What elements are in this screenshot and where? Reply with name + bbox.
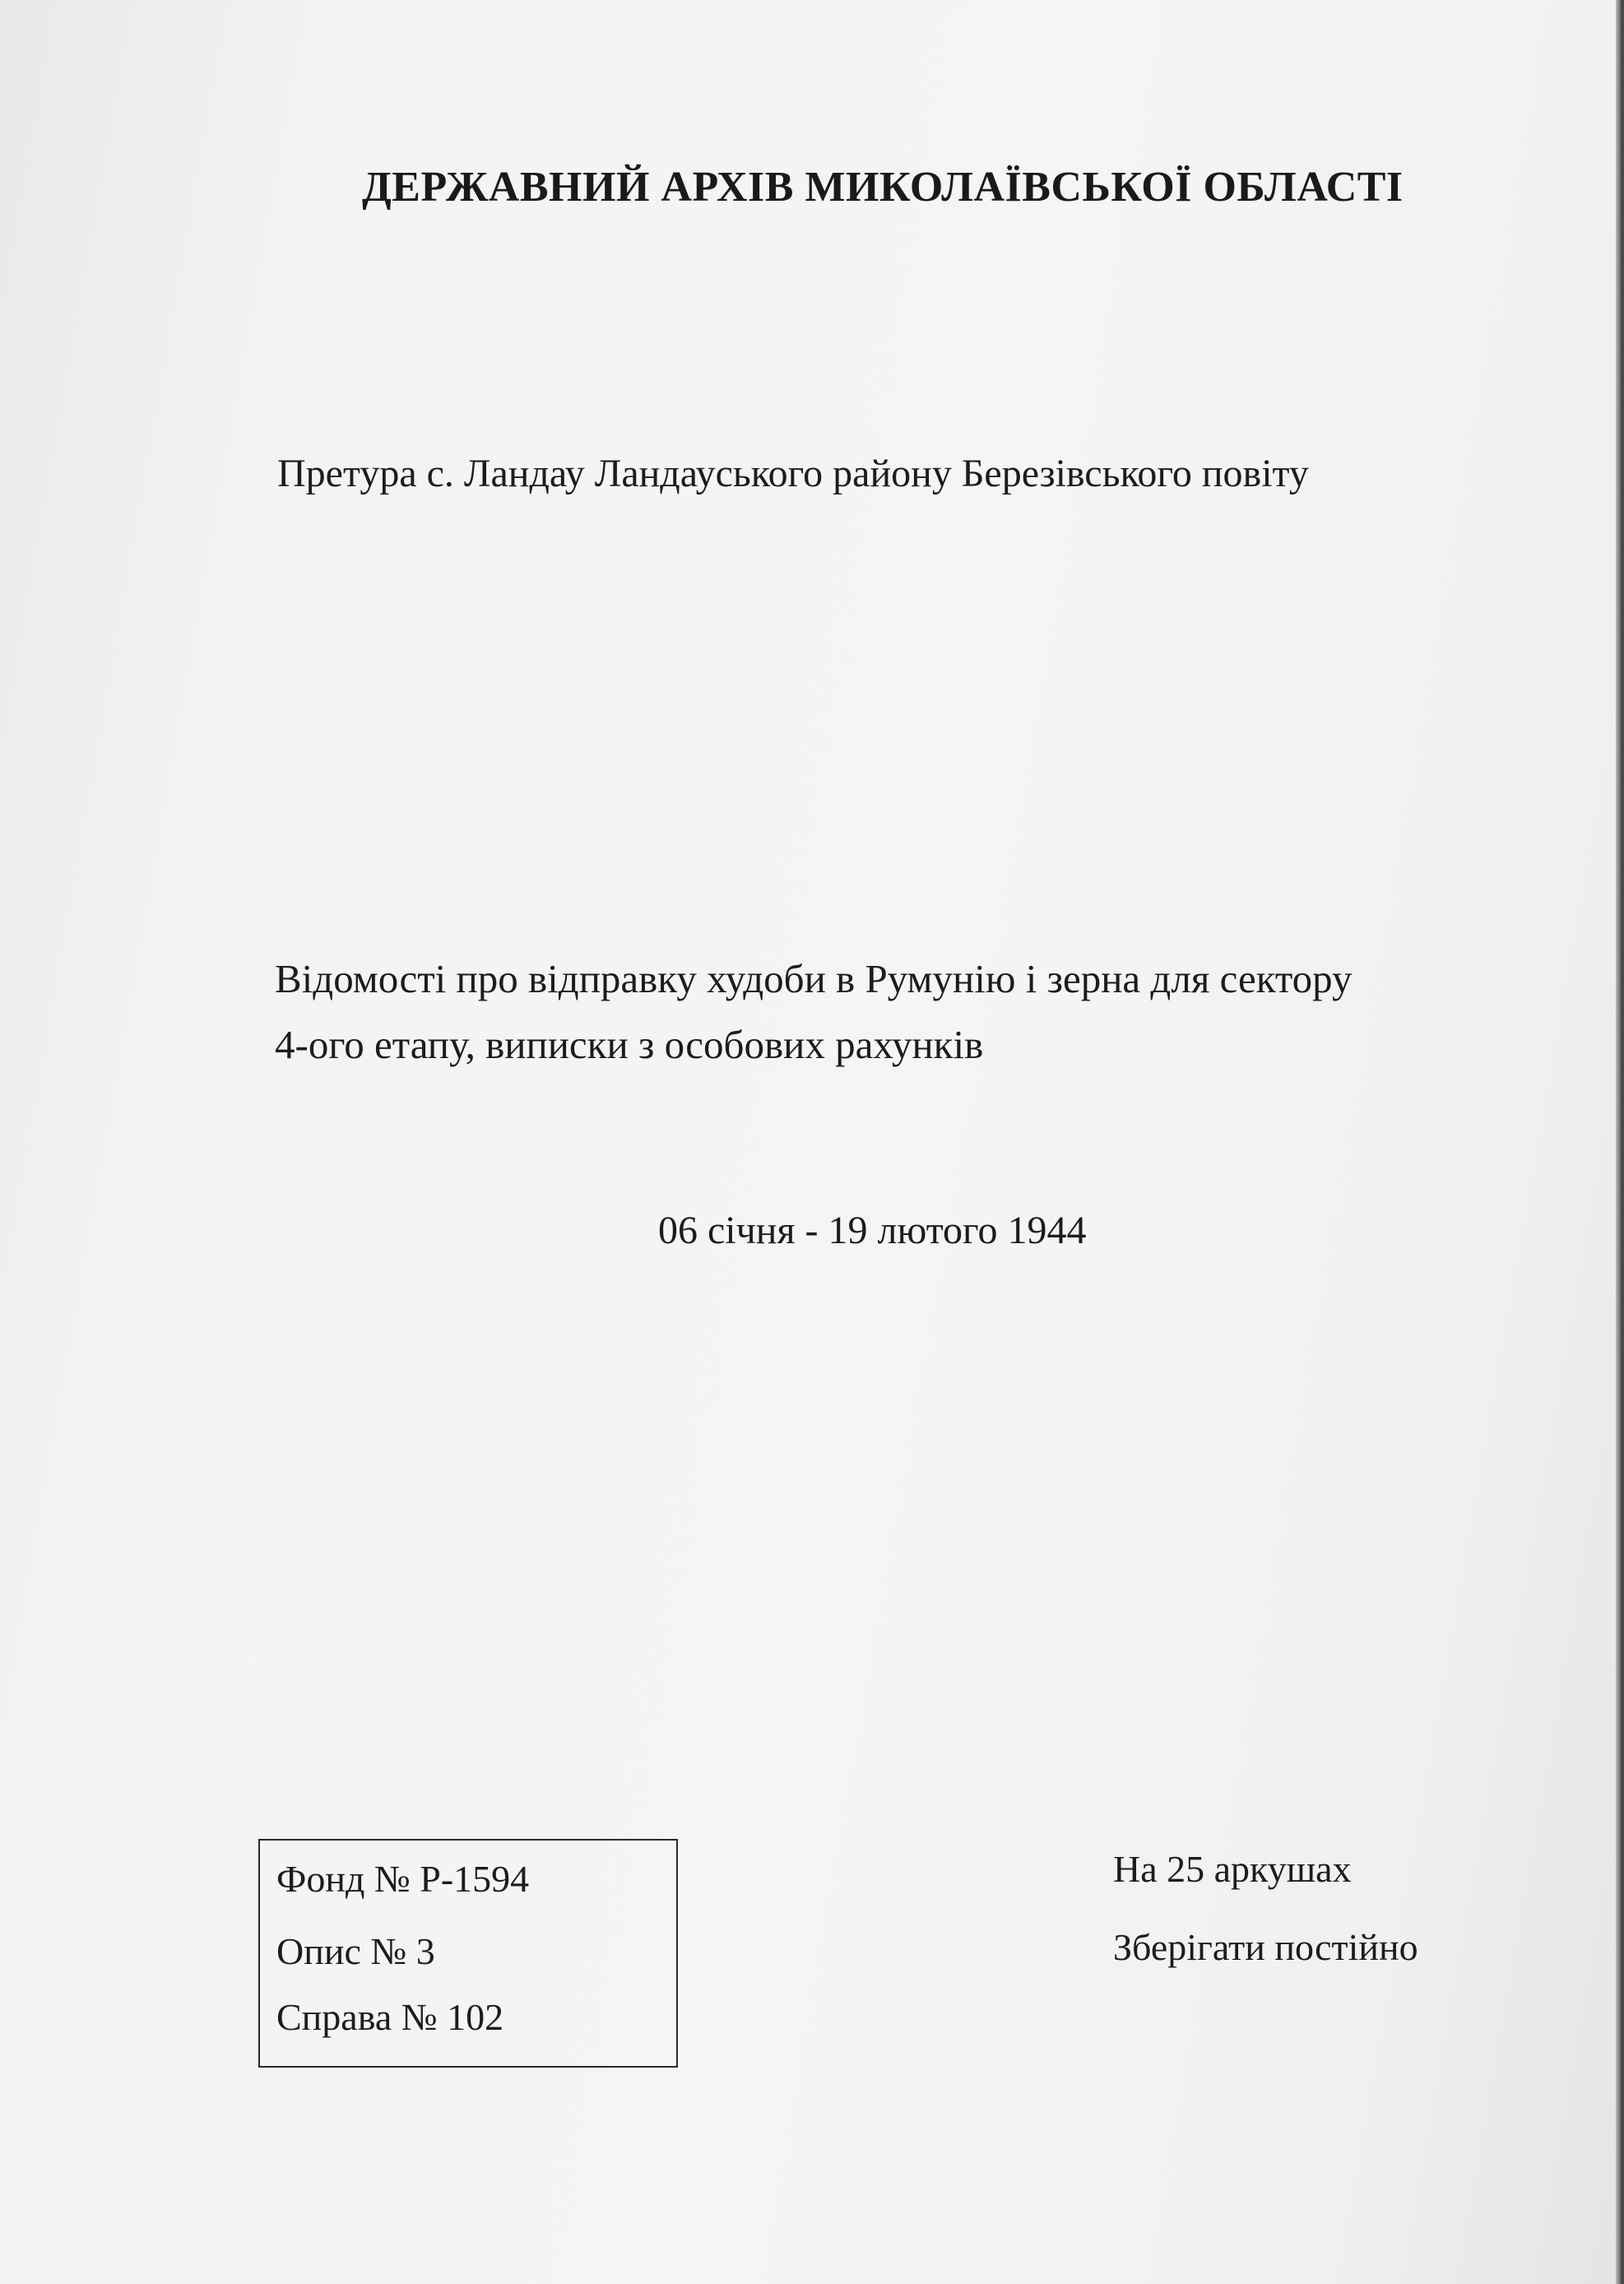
document-title-line-1: Відомості про відправку худоби в Румунію і зерна для сектору	[275, 956, 1353, 1001]
retention-note: Зберігати постійно	[1113, 1926, 1418, 1968]
opys-number: Опис № 3	[276, 1930, 435, 1972]
archive-name-heading: ДЕРЖАВНИЙ АРХІВ МИКОЛАЇВСЬКОЇ ОБЛАСТІ	[362, 164, 1404, 211]
date-range: 06 січня - 19 лютого 1944	[658, 1209, 1087, 1252]
sprava-number: Справа № 102	[276, 1996, 504, 2038]
sheets-count: На 25 аркушах	[1113, 1848, 1352, 1890]
archive-reference-box	[258, 1839, 678, 2068]
document-title	[275, 946, 1352, 1078]
institution-name: Претура с. Ландау Ландауського району Березівського повіту	[277, 452, 1309, 495]
fond-number: Фонд № Р-1594	[276, 1858, 530, 1900]
document-title-line-2: 4-ого етапу, виписки з особових рахунків	[275, 1022, 984, 1067]
